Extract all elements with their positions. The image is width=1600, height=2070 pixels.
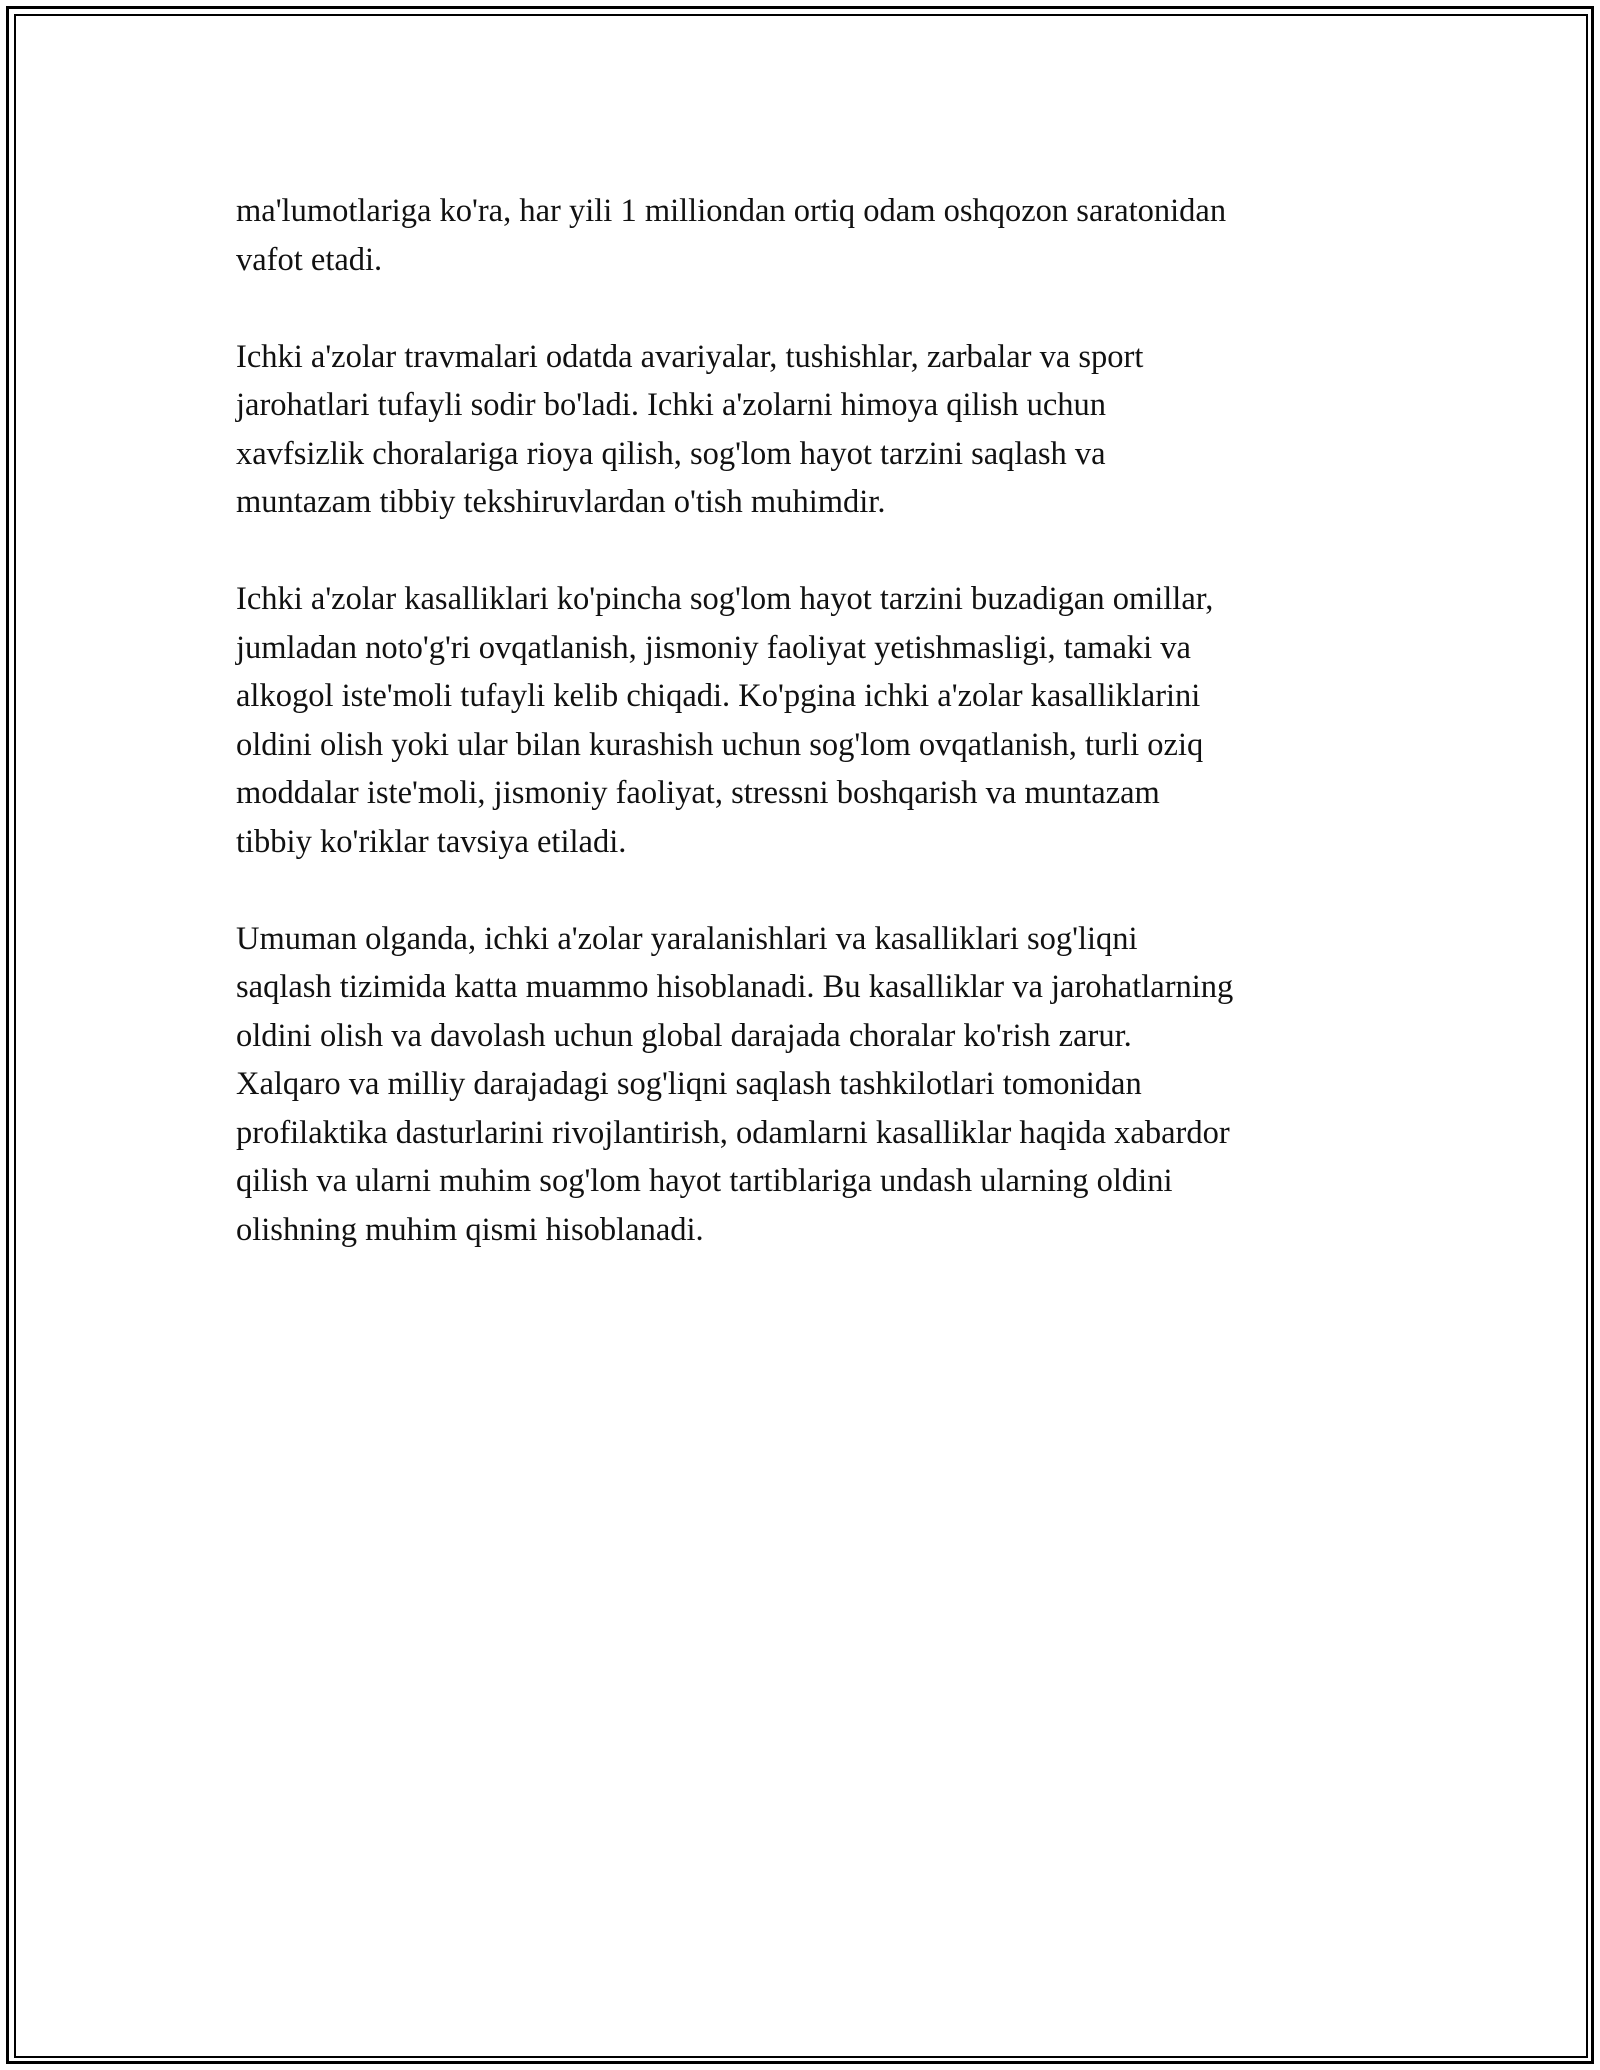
paragraph-3: Ichki a'zolar kasalliklari ko'pincha sog'lom hayot tarzini buzadigan omillar, jumladan noto'g'ri ovqatlanish, jismoniy faoliyat yetishmasligi, tamaki va alkogol iste'moli tufayli kelib chiqadi. Ko'pgina ichki a'zolar kasalliklarini oldini olish yoki ular bilan kurashish uchun sog'lom ovqatlanish, turli oziq moddalar iste'moli, jismoniy faoliyat, stressni boshqarish va muntazam tibbiy ko'riklar tavsiya etiladi. <box>236 581 1214 860</box>
paragraph-1: ma'lumotlariga ko'ra, har yili 1 milliondan ortiq odam oshqozon saratonidan vafot etadi. <box>236 193 1227 278</box>
document-body <box>236 187 1386 1303</box>
paragraph-2: Ichki a'zolar travmalari odatda avariyalar, tushishlar, zarbalar va sport jarohatlari tufayli sodir bo'ladi. Ichki a'zolarni himoya qilish uchun xavfsizlik choralariga rioya qilish, sog'lom hayot tarzini saqlash va muntazam tibbiy tekshiruvlardan o'tish muhimdir. <box>236 338 1144 520</box>
paragraph-4: Umuman olganda, ichki a'zolar yaralanishlari va kasalliklari sog'liqni saqlash tizimida katta muammo hisoblanadi. Bu kasalliklar va jarohatlarning oldini olish va davolash uchun global darajada choralar ko'rish zarur. Xalqaro va milliy darajadagi sog'liqni saqlash tashkilotlari tomonidan profilaktika dasturlarini rivojlantirish, odamlarni kasalliklar haqida xabardor qilish va ularni muhim sog'lom hayot tartiblariga undash ularning oldini olishning muhim qismi hisoblanadi. <box>236 920 1234 1248</box>
